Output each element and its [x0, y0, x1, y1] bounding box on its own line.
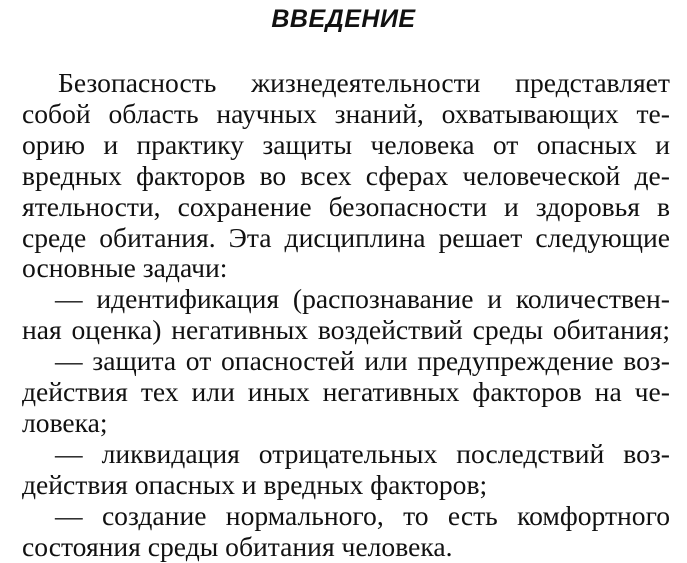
list-item-line: ловека;	[22, 406, 108, 438]
list-item-line: — ликвидация отрицательных последствий воз-	[55, 437, 670, 469]
list-item-line: действия опасных и вредных факторов;	[22, 468, 488, 500]
paragraph-line: орию и практику защиты человека от опасных и	[22, 128, 670, 160]
list-item-line: состояния среды обитания человека.	[22, 530, 453, 562]
paragraph-line: собой область научных знаний, охватывающих те-	[22, 97, 670, 129]
paragraph-line: вредных факторов во всех сферах человеческой де-	[22, 159, 670, 191]
paragraph-line: Безопасность жизнедеятельности представляет	[58, 67, 670, 98]
list-item-line: — идентификация (распознавание и количествен-	[55, 283, 670, 315]
page-title: ВВЕДЕНИЕ	[271, 5, 416, 33]
body-text	[22, 68, 670, 563]
paragraph-line: среде обитания. Эта дисциплина решает следующие	[22, 221, 670, 253]
paragraph-line: основные задачи:	[22, 252, 228, 284]
paragraph-line: ятельности, сохранение безопасности и здоровья в	[22, 190, 670, 222]
list-item-line: — создание нормального, то есть комфортного	[55, 499, 670, 531]
list-item-line: действия тех или иных негативных факторов на че-	[22, 376, 670, 408]
list-item-line: ная оценка) негативных воздействий среды обитания;	[22, 314, 670, 346]
list-item-line: — защита от опасностей или предупреждение воз-	[55, 345, 670, 377]
